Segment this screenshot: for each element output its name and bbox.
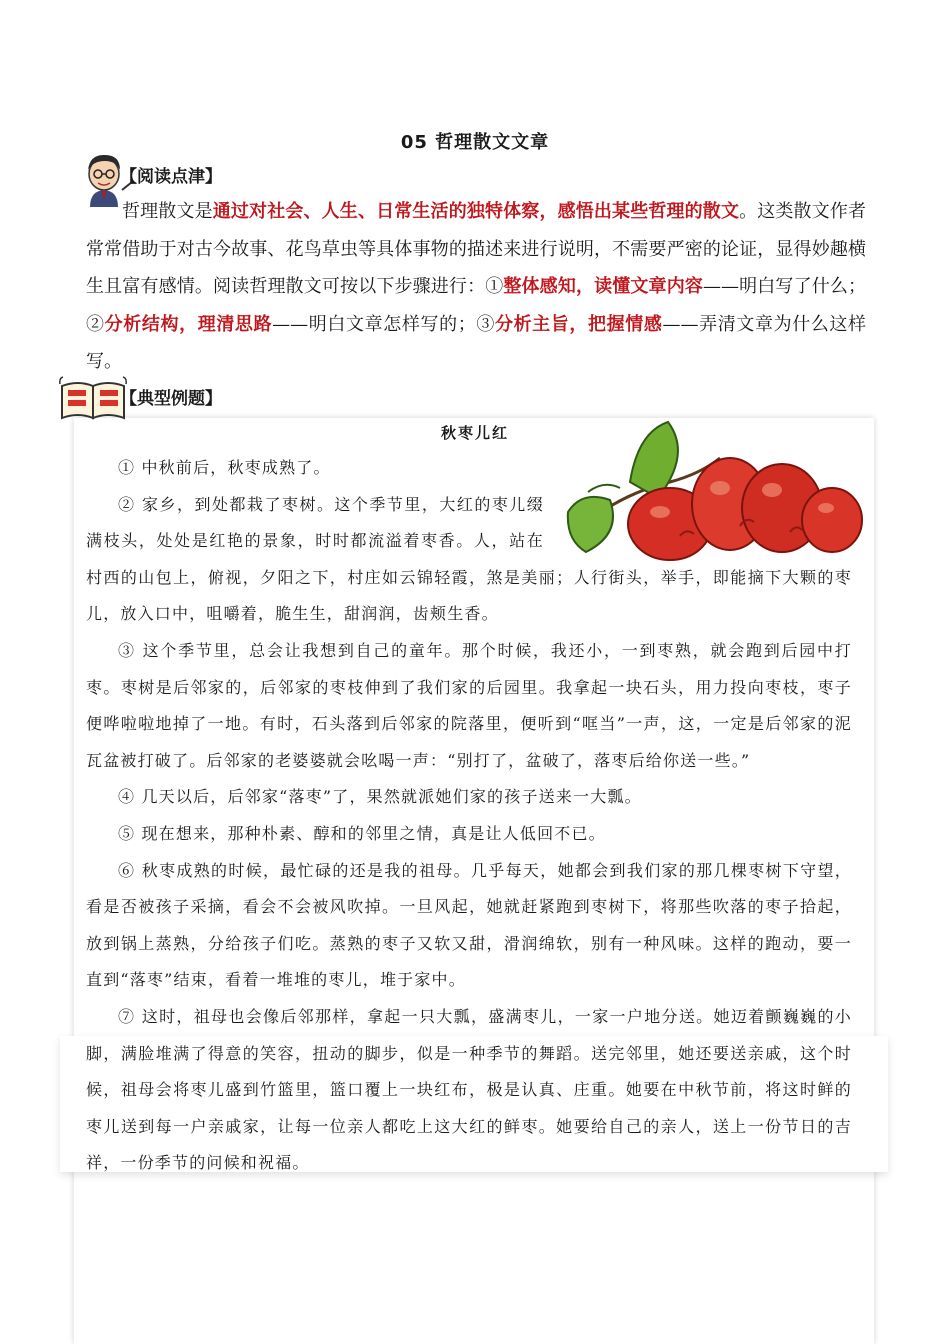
intro-text: ——明白写了什么；② xyxy=(86,276,867,335)
article-paragraph: ⑦ 这时，祖母也会像后邻那样，拿起一只大瓢，盛满枣儿，一家一户地分送。她迈着颤巍巍的小脚，满脸堆满了得意的笑容，扭动的脚步，似是一种季节的舞蹈。送完邻里，她还要送亲戚，这个时候，祖母会将枣儿盛到竹篮里，篮口覆上一块红布，极是认真、庄重。她要在中秋节前，将这时鲜的枣儿送到每一户亲戚家，让每一位亲人都吃上这大红的鲜枣。她要给自己的亲人，送上一份节日的吉祥，一份季节的问候和祝福。 xyxy=(86,1006,852,1173)
article-paragraph: ② 家乡，到处都栽了枣树。这个季节里，大红的枣儿缀满枝头，处处是红艳的景象，时时都流溢着枣香。人，站在村西的山包上，俯视，夕阳之下，村庄如云锦轻霞，煞是美丽；人行街头，举手，即能摘下大颗的枣儿，放入口中，咀嚼着，脆生生，甜润润，齿颊生香。 xyxy=(86,494,852,624)
highlight-text: 通过对社会、人生、日常生活的独特体察，感悟出某些哲理的散文 xyxy=(212,201,740,222)
page-title: 05 哲理散文文章 xyxy=(400,132,550,153)
intro-text: 。这类散文作者常常借助于对古今故事、花鸟草虫等具体事物的描述来进行说明，不需要严密的论证，显得妙趣横生且富有感情。阅读哲理散文可按以下步骤进行：① xyxy=(86,201,867,297)
article-paragraph: ⑤ 现在想来，那种朴素、醇和的邻里之情，真是让人低回不已。 xyxy=(118,823,606,843)
article-paragraph: ③ 这个季节里，总会让我想到自己的童年。那个时候，我还小，一到枣熟，就会跑到后园中打枣。枣树是后邻家的，后邻家的枣枝伸到了我们家的后园里。我拿起一块石头，用力投向枣枝，枣子便哗啦啦地掉了一地。有时，石头落到后邻家的院落里，便听到“哐当”一声，这，一定是后邻家的泥瓦盆被打破了。后邻家的老婆婆就会吆喝一声：“别打了，盆破了，落枣后给你送一些。” xyxy=(86,640,852,770)
open-book-icon xyxy=(58,376,128,422)
article-paragraph: ④ 几天以后，后邻家“落枣”了，果然就派她们家的孩子送来一大瓢。 xyxy=(118,787,642,807)
reading-tips-heading: 【阅读点津】 xyxy=(120,167,222,187)
intro-text: ——明白文章怎样写的；③ xyxy=(272,313,495,335)
illustration-spacer xyxy=(544,450,852,550)
highlight-text: 整体感知，读懂文章内容 xyxy=(503,276,703,297)
examples-heading: 【典型例题】 xyxy=(120,389,222,409)
intro-text: ——弄清文章为什么这样写。 xyxy=(86,313,867,372)
intro-text: 哲理散文是 xyxy=(122,201,213,222)
article-paragraph: ① 中秋前后，秋枣成熟了。 xyxy=(118,458,331,477)
highlight-text: 分析结构，理清思路 xyxy=(104,313,273,335)
highlight-text: 分析主旨，把握情感 xyxy=(494,313,663,335)
article-body xyxy=(86,450,852,1182)
article-paragraph: ⑥ 秋枣成熟的时候，最忙碌的还是我的祖母。几乎每天，她都会到我们家的那几棵枣树下守望，看是否被孩子采摘，看会不会被风吹掉。一旦风起，她就赶紧跑到枣树下，将那些吹落的枣子拾起，放到锅上蒸熟，分给孩子们吃。蒸熟的枣子又软又甜，滑润绵软，别有一种风味。这样的跑动，要一直到“落枣”结束，看着一堆堆的枣儿，堆于家中。 xyxy=(86,860,852,990)
reading-tips-text xyxy=(86,193,866,381)
article-title: 秋枣儿红 xyxy=(440,424,509,442)
